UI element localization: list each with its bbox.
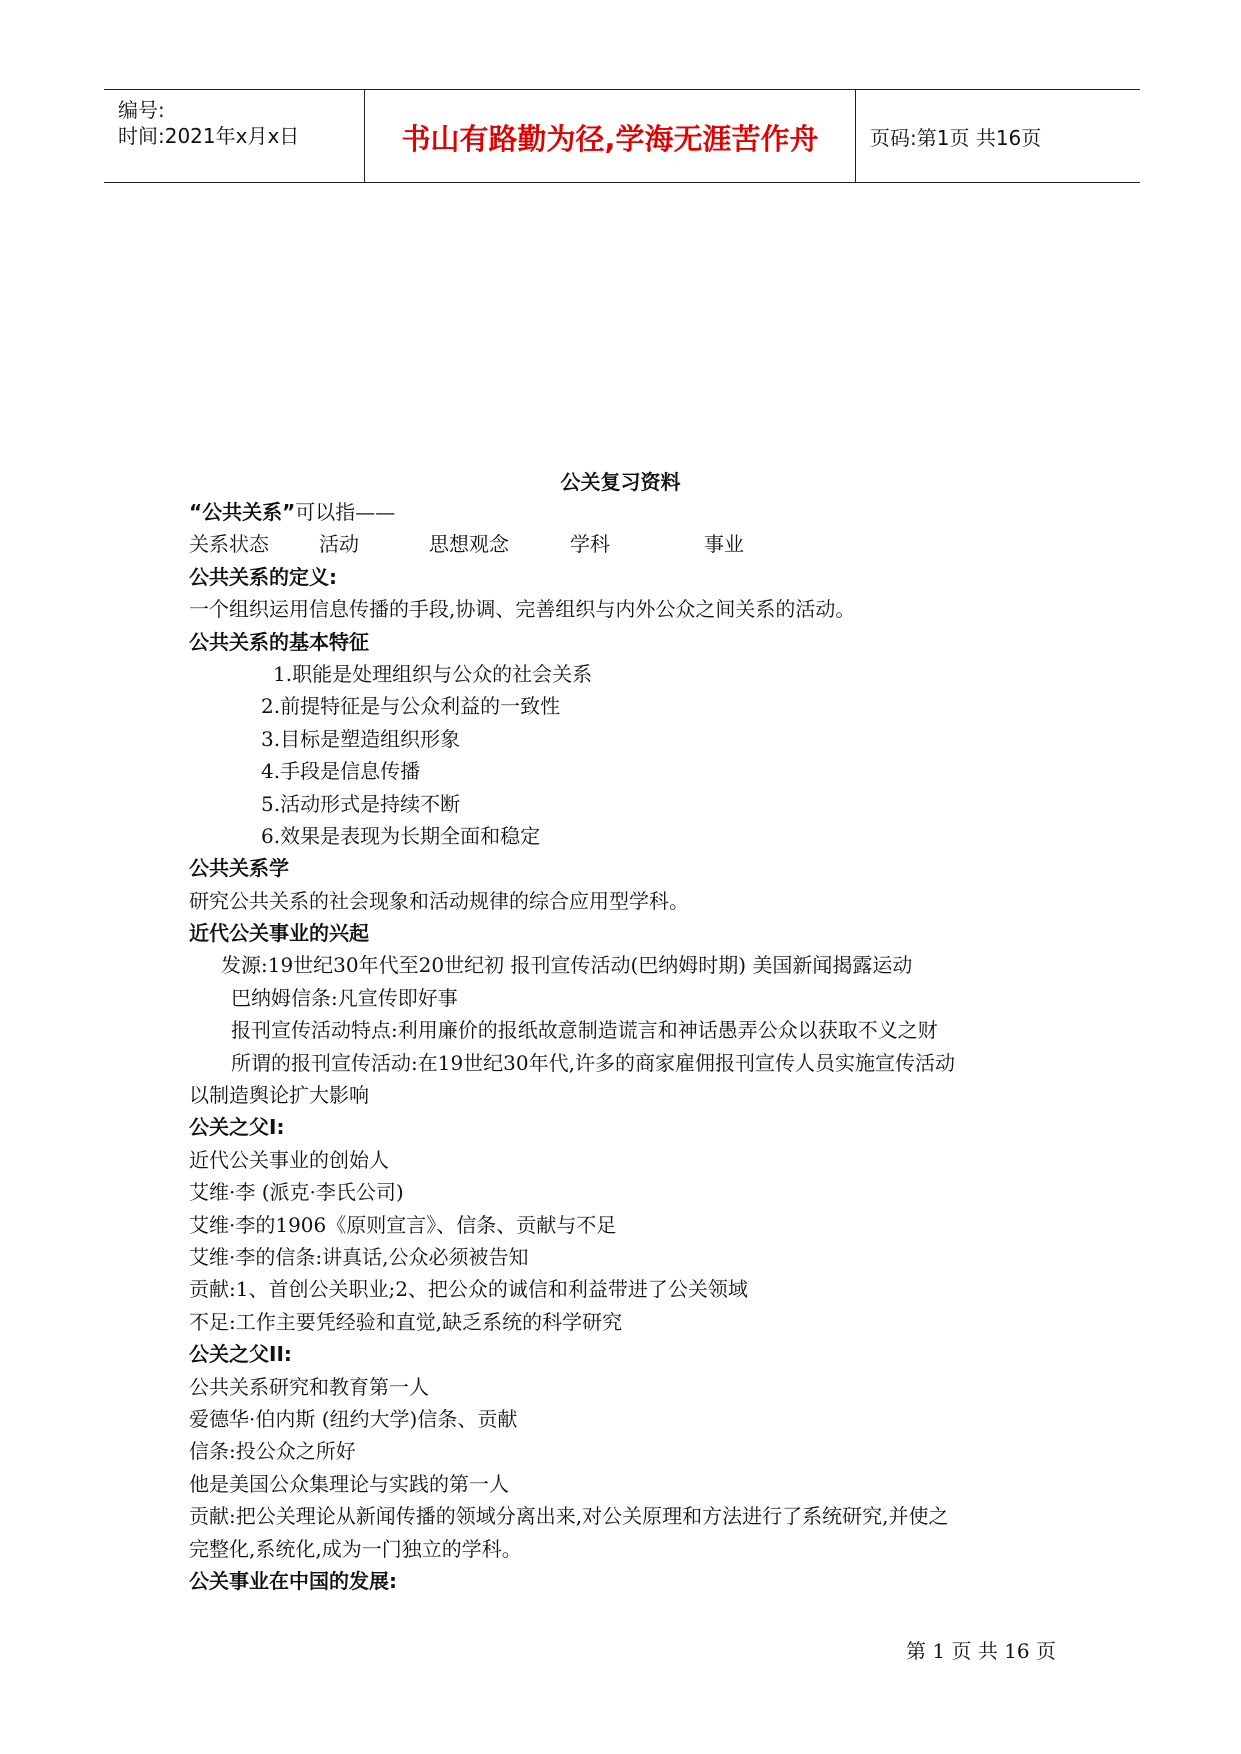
meaning-item: 关系状态 <box>189 532 269 557</box>
father2-line: 他是美国公众集理论与实践的第一人 <box>189 1471 509 1496</box>
father2-line: 信条:投公众之所好 <box>189 1439 356 1464</box>
header-meta <box>104 90 365 182</box>
meaning-item: 学科 <box>570 532 610 557</box>
meaning-item: 活动 <box>319 532 359 557</box>
heading-father-2: 公关之父II: <box>189 1342 292 1367</box>
feature-item: 1.职能是处理组织与公众的社会关系 <box>273 661 593 686</box>
father2-contribution: 贡献:把公关理论从新闻传播的领域分离出来,对公关原理和方法进行了系统研究,并使之 <box>189 1504 949 1529</box>
rise-feature: 报刊宣传活动特点:利用廉价的报纸故意制造谎言和神话愚弄公众以获取不义之财 <box>231 1018 938 1043</box>
document-body <box>189 496 1069 1597</box>
meaning-item: 思想观念 <box>429 532 509 557</box>
document-header <box>104 89 1140 183</box>
meaning-columns <box>189 528 1069 560</box>
intro-rest: 可以指—— <box>295 500 396 524</box>
feature-item: 2.前提特征是与公众利益的一致性 <box>261 694 561 719</box>
heading-rise: 近代公关事业的兴起 <box>189 921 369 946</box>
heading-father-1: 公关之父I: <box>189 1115 285 1140</box>
feature-item: 3.目标是塑造组织形象 <box>261 726 461 751</box>
definition-text: 一个组织运用信息传播的手段,协调、完善组织与内外公众之间关系的活动。 <box>189 597 856 622</box>
father2-contribution-cont: 完整化,系统化,成为一门独立的学科。 <box>189 1536 522 1561</box>
page-footer: 第 1 页 共 16 页 <box>906 1639 1056 1663</box>
feature-item: 4.手段是信息传播 <box>261 759 421 784</box>
father1-line: 不足:工作主要凭经验和直觉,缺乏系统的科学研究 <box>189 1309 623 1334</box>
rise-so-called: 所谓的报刊宣传活动:在19世纪30年代,许多的商家雇佣报刊宣传人员实施宣传活动 <box>231 1050 955 1075</box>
heading-definition: 公共关系的定义: <box>189 564 337 589</box>
father1-line: 艾维·李的信条:讲真话,公众必须被告知 <box>189 1244 529 1269</box>
father2-line: 爱德华·伯内斯 (纽约大学)信条、贡献 <box>189 1406 518 1431</box>
intro-quote: “公共关系” <box>189 500 296 524</box>
number-label: 编号: <box>118 98 165 122</box>
heading-features: 公共关系的基本特征 <box>189 629 369 654</box>
rise-barnum: 巴纳姆信条:凡宣传即好事 <box>231 985 458 1010</box>
document-title: 公关复习资料 <box>560 470 681 494</box>
header-motto: 书山有路勤为径,学海无涯苦作舟 <box>365 90 856 182</box>
meaning-item: 事业 <box>704 532 744 557</box>
header-page-label: 页码:第1页 共16页 <box>870 125 1042 150</box>
intro-line <box>189 496 1069 528</box>
father1-line: 艾维·李的1906《原则宣言》、信条、贡献与不足 <box>189 1212 617 1237</box>
father1-line: 贡献:1、首创公关职业;2、把公众的诚信和利益带进了公关领域 <box>189 1277 748 1302</box>
feature-item: 5.活动形式是持续不断 <box>261 791 461 816</box>
time-label: 时间:2021年x月x日 <box>118 124 300 148</box>
father2-line: 公共关系研究和教育第一人 <box>189 1374 429 1399</box>
rise-source: 发源:19世纪30年代至20世纪初 报刊宣传活动(巴纳姆时期) 美国新闻揭露运动 <box>221 953 913 978</box>
study-text: 研究公共关系的社会现象和活动规律的综合应用型学科。 <box>189 888 689 913</box>
heading-study: 公共关系学 <box>189 856 289 881</box>
rise-so-called-cont: 以制造舆论扩大影响 <box>189 1083 369 1108</box>
father1-line: 艾维·李 (派克·李氏公司) <box>189 1180 404 1205</box>
feature-item: 6.效果是表现为长期全面和稳定 <box>261 823 541 848</box>
heading-china: 公关事业在中国的发展: <box>189 1568 397 1593</box>
father1-line: 近代公关事业的创始人 <box>189 1147 389 1172</box>
